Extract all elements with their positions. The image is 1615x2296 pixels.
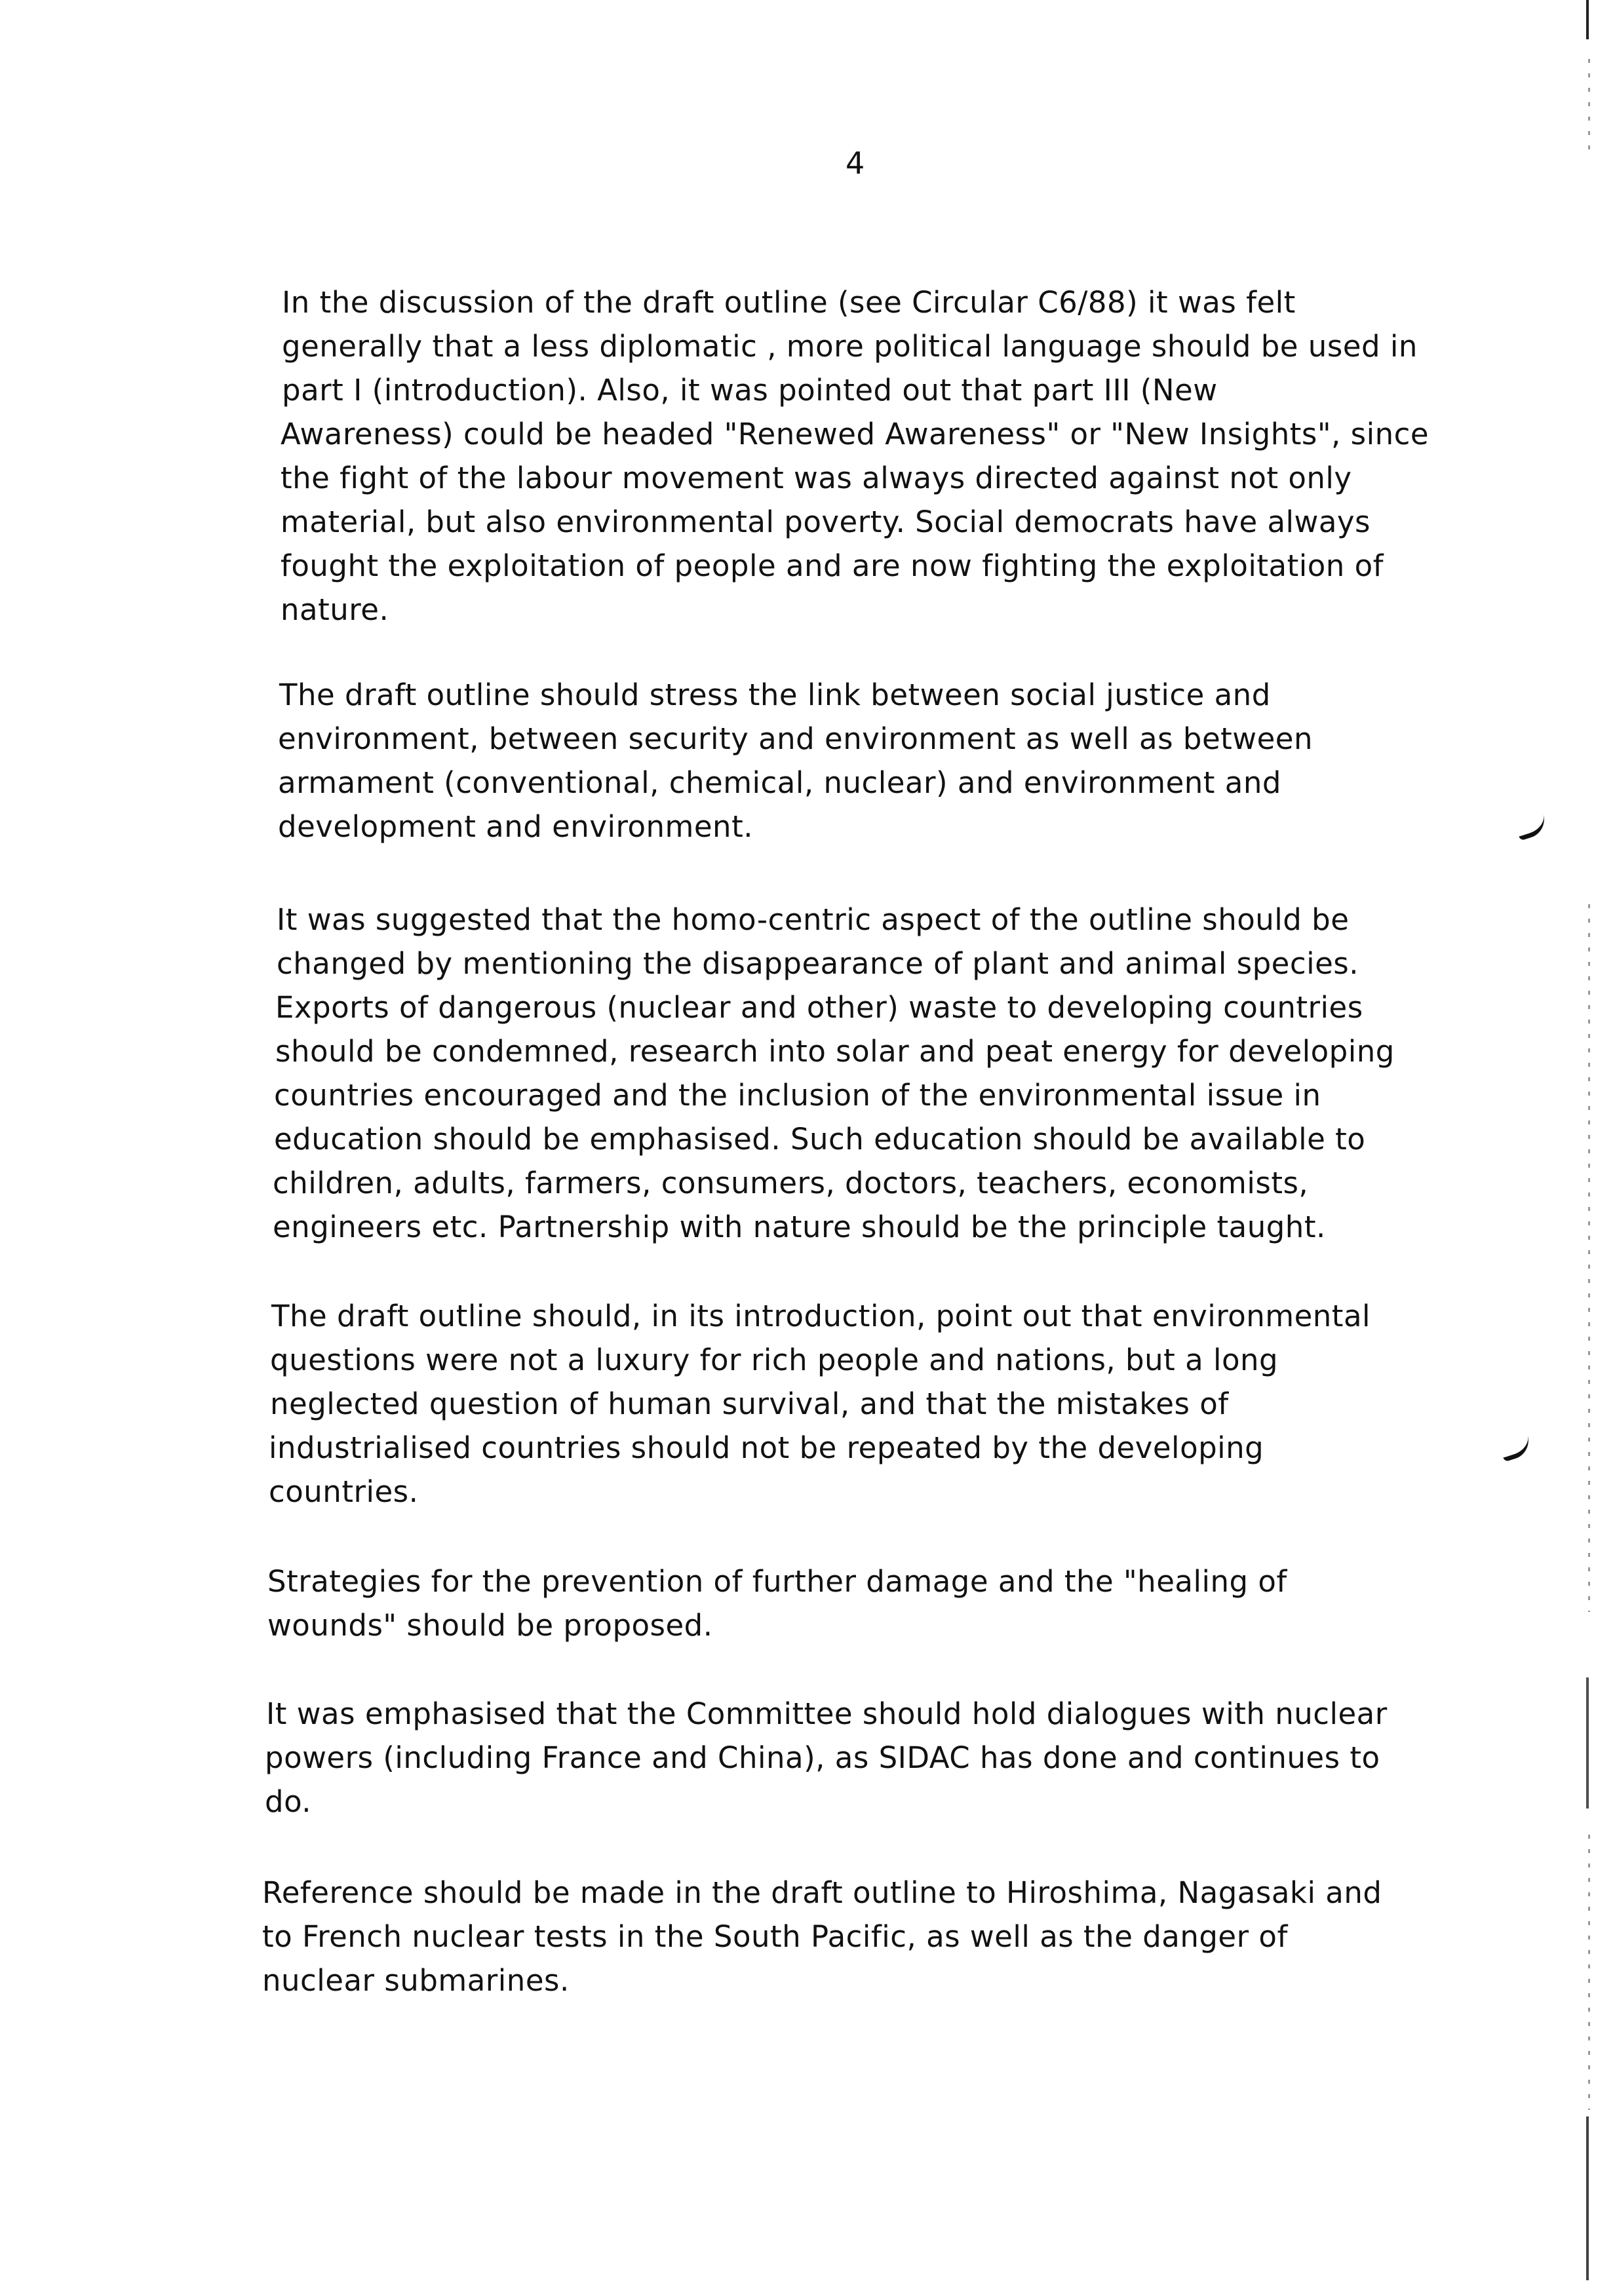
text-line: countries. [269,1474,419,1509]
page-number: 4 [846,145,866,181]
paragraph-6 [0,1692,1388,1824]
text-line: engineers etc. Partnership with nature should be the principle taught. [273,1210,1326,1244]
text-line: the fight of the labour movement was always directed against not only [281,461,1352,495]
text-line: changed by mentioning the disappearance of plant and animal species. [277,946,1359,981]
text-line: Strategies for the prevention of further damage and the "healing of [267,1564,1287,1599]
scan-edge-mark [1588,1835,1590,2110]
paragraph-2 [0,673,1313,849]
text-line: It was emphasised that the Committee should hold dialogues with nuclear [266,1696,1388,1731]
paragraph-3 [0,898,1395,1249]
text-line: The draft outline should stress the link between social justice and [279,678,1271,712]
margin-tick-mark [1499,1435,1534,1463]
text-line: industrialised countries should not be repeated by the developing [269,1430,1264,1465]
text-line: Reference should be made in the draft outline to Hiroshima, Nagasaki and [262,1875,1382,1910]
paragraph-1 [0,280,1430,632]
text-line: nuclear submarines. [262,1963,570,1998]
text-line: do. [265,1784,312,1819]
text-line: generally that a less diplomatic , more political language should be used in [282,329,1418,364]
text-line: countries encouraged and the inclusion of the environmental issue in [274,1078,1321,1113]
text-line: part I (introduction). Also, it was pointed out that part III (New [282,373,1218,408]
text-line: nature. [281,592,389,627]
text-line: The draft outline should, in its introduction, point out that environmental [271,1299,1371,1333]
text-line: education should be emphasised. Such education should be available to [274,1122,1366,1157]
text-line: wounds" should be proposed. [267,1608,713,1643]
text-line: It was suggested that the homo-centric aspect of the outline should be [277,902,1350,937]
text-line: material, but also environmental poverty. Social democrats have always [281,505,1371,539]
text-line: development and environment. [278,809,754,844]
text-line: powers (including France and China), as SIDAC has done and continues to [265,1740,1380,1775]
text-line: to French nuclear tests in the South Pacific, as well as the danger of [262,1919,1288,1954]
text-line: Awareness) could be headed "Renewed Awareness" or "New Insights", since [281,417,1430,451]
text-line: fought the exploitation of people and are now fighting the exploitation of [281,548,1384,583]
scan-edge-mark [1588,904,1590,1612]
text-line: environment, between security and environment as well as between [278,721,1313,756]
scan-edge-mark [1588,59,1590,151]
text-line: armament (conventional, chemical, nuclear) and environment and [278,765,1281,800]
text-line: should be condemned, research into solar and peat energy for developing [275,1034,1395,1069]
text-line: questions were not a luxury for rich people and nations, but a long [270,1343,1279,1377]
text-line: children, adults, farmers, consumers, doctors, teachers, economists, [273,1166,1309,1200]
margin-tick-mark [1515,814,1549,841]
text-line: In the discussion of the draft outline (see Circular C6/88) it was felt [282,285,1296,320]
paragraph-5 [0,1559,1287,1647]
paragraph-7 [0,1871,1382,2002]
paragraph-4 [0,1294,1371,1514]
text-line: Exports of dangerous (nuclear and other) waste to developing countries [275,990,1363,1025]
scan-edge-mark [1586,1677,1589,1808]
text-line: neglected question of human survival, and that the mistakes of [270,1387,1229,1421]
scan-edge-mark [1586,0,1589,39]
scan-edge-mark [1586,2116,1589,2280]
